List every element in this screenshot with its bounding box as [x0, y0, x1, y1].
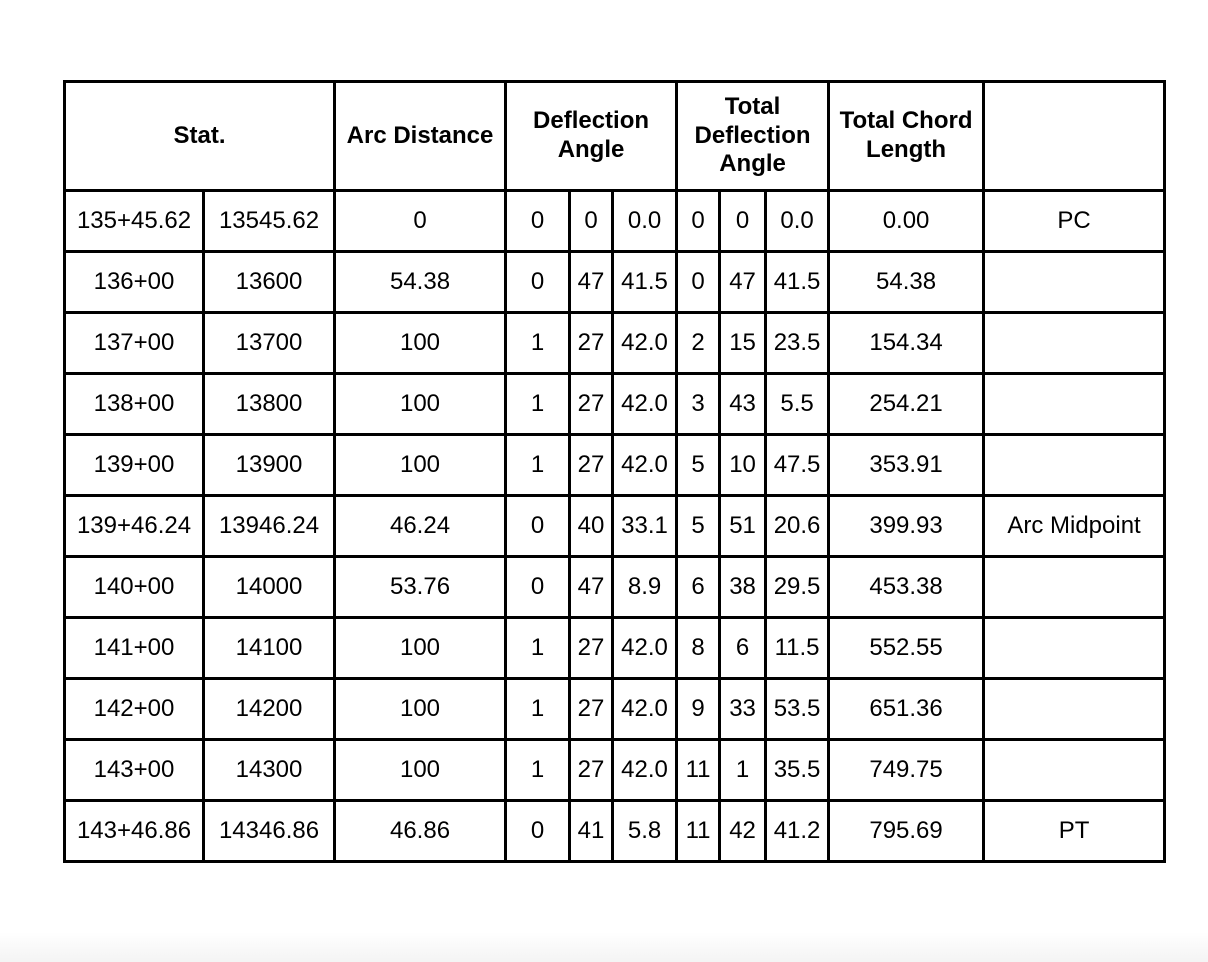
cell-station-feet: 13545.62	[204, 191, 335, 252]
cell-total-deflection-minutes: 15	[720, 313, 766, 374]
cell-station: 143+00	[65, 740, 204, 801]
header-note	[984, 82, 1165, 191]
cell-deflection-minutes: 0	[570, 191, 613, 252]
header-arc-distance: Arc Distance	[335, 82, 506, 191]
cell-total-deflection-seconds: 35.5	[766, 740, 829, 801]
header-deflection-angle: Deflection Angle	[506, 82, 677, 191]
cell-total-deflection-minutes: 51	[720, 496, 766, 557]
cell-total-deflection-degrees: 8	[677, 618, 720, 679]
cell-station: 138+00	[65, 374, 204, 435]
cell-deflection-seconds: 33.1	[613, 496, 677, 557]
cell-total-chord-length: 749.75	[829, 740, 984, 801]
cell-note	[984, 313, 1165, 374]
cell-total-chord-length: 54.38	[829, 252, 984, 313]
cell-station-feet: 14200	[204, 679, 335, 740]
cell-total-deflection-degrees: 0	[677, 191, 720, 252]
cell-station-feet: 13600	[204, 252, 335, 313]
cell-station-feet: 13900	[204, 435, 335, 496]
cell-total-chord-length: 0.00	[829, 191, 984, 252]
table-row	[65, 679, 1165, 740]
cell-note	[984, 374, 1165, 435]
cell-total-deflection-seconds: 29.5	[766, 557, 829, 618]
cell-total-deflection-degrees: 2	[677, 313, 720, 374]
table-row	[65, 191, 1165, 252]
table-body	[65, 191, 1165, 862]
cell-deflection-seconds: 5.8	[613, 801, 677, 862]
cell-total-deflection-seconds: 47.5	[766, 435, 829, 496]
cell-note	[984, 740, 1165, 801]
cell-total-deflection-minutes: 43	[720, 374, 766, 435]
cell-note	[984, 679, 1165, 740]
cell-total-deflection-degrees: 6	[677, 557, 720, 618]
cell-total-deflection-minutes: 10	[720, 435, 766, 496]
cell-total-deflection-degrees: 3	[677, 374, 720, 435]
cell-deflection-degrees: 1	[506, 374, 570, 435]
curve-table	[63, 80, 1166, 863]
cell-total-deflection-seconds: 41.2	[766, 801, 829, 862]
cell-total-deflection-seconds: 5.5	[766, 374, 829, 435]
cell-total-chord-length: 795.69	[829, 801, 984, 862]
table-row	[65, 801, 1165, 862]
table-row	[65, 435, 1165, 496]
cell-total-deflection-minutes: 38	[720, 557, 766, 618]
cell-station: 137+00	[65, 313, 204, 374]
cell-station-feet: 13700	[204, 313, 335, 374]
cell-total-deflection-degrees: 5	[677, 496, 720, 557]
cell-deflection-degrees: 1	[506, 313, 570, 374]
cell-total-chord-length: 254.21	[829, 374, 984, 435]
cell-note: Arc Midpoint	[984, 496, 1165, 557]
cell-arc-distance: 100	[335, 618, 506, 679]
cell-total-deflection-seconds: 20.6	[766, 496, 829, 557]
cell-total-deflection-minutes: 33	[720, 679, 766, 740]
cell-deflection-degrees: 1	[506, 618, 570, 679]
cell-arc-distance: 100	[335, 374, 506, 435]
cell-arc-distance: 46.24	[335, 496, 506, 557]
cell-deflection-minutes: 47	[570, 252, 613, 313]
cell-note	[984, 252, 1165, 313]
cell-deflection-minutes: 27	[570, 313, 613, 374]
cell-total-deflection-seconds: 11.5	[766, 618, 829, 679]
header-total-chord-length: Total Chord Length	[829, 82, 984, 191]
cell-total-deflection-minutes: 47	[720, 252, 766, 313]
cell-note	[984, 618, 1165, 679]
cell-station: 136+00	[65, 252, 204, 313]
cell-total-deflection-minutes: 42	[720, 801, 766, 862]
cell-station-feet: 13800	[204, 374, 335, 435]
cell-deflection-minutes: 27	[570, 618, 613, 679]
cell-total-deflection-degrees: 5	[677, 435, 720, 496]
cell-deflection-seconds: 42.0	[613, 313, 677, 374]
table-row	[65, 618, 1165, 679]
cell-arc-distance: 100	[335, 313, 506, 374]
cell-deflection-minutes: 27	[570, 374, 613, 435]
cell-station: 135+45.62	[65, 191, 204, 252]
cell-deflection-seconds: 42.0	[613, 435, 677, 496]
cell-total-deflection-seconds: 0.0	[766, 191, 829, 252]
cell-total-chord-length: 453.38	[829, 557, 984, 618]
cell-total-deflection-degrees: 9	[677, 679, 720, 740]
cell-station: 141+00	[65, 618, 204, 679]
cell-total-deflection-seconds: 53.5	[766, 679, 829, 740]
cell-station: 139+00	[65, 435, 204, 496]
cell-deflection-minutes: 47	[570, 557, 613, 618]
cell-total-deflection-seconds: 23.5	[766, 313, 829, 374]
cell-deflection-degrees: 0	[506, 252, 570, 313]
cell-note	[984, 435, 1165, 496]
cell-total-deflection-seconds: 41.5	[766, 252, 829, 313]
cell-arc-distance: 53.76	[335, 557, 506, 618]
cell-deflection-minutes: 27	[570, 435, 613, 496]
cell-deflection-seconds: 42.0	[613, 618, 677, 679]
cell-station: 142+00	[65, 679, 204, 740]
table-row	[65, 496, 1165, 557]
header-row	[65, 82, 1165, 191]
cell-total-deflection-degrees: 11	[677, 801, 720, 862]
page-bottom-shade	[0, 932, 1208, 962]
cell-station-feet: 14346.86	[204, 801, 335, 862]
cell-total-deflection-minutes: 1	[720, 740, 766, 801]
cell-total-chord-length: 399.93	[829, 496, 984, 557]
cell-arc-distance: 54.38	[335, 252, 506, 313]
cell-deflection-degrees: 0	[506, 191, 570, 252]
cell-deflection-minutes: 27	[570, 679, 613, 740]
cell-note	[984, 557, 1165, 618]
cell-deflection-degrees: 0	[506, 801, 570, 862]
cell-arc-distance: 100	[335, 740, 506, 801]
cell-deflection-seconds: 42.0	[613, 374, 677, 435]
cell-deflection-degrees: 0	[506, 496, 570, 557]
cell-station-feet: 13946.24	[204, 496, 335, 557]
cell-arc-distance: 0	[335, 191, 506, 252]
header-station: Stat.	[65, 82, 335, 191]
cell-deflection-seconds: 42.0	[613, 679, 677, 740]
cell-deflection-degrees: 0	[506, 557, 570, 618]
cell-deflection-minutes: 41	[570, 801, 613, 862]
cell-total-deflection-minutes: 0	[720, 191, 766, 252]
cell-arc-distance: 100	[335, 435, 506, 496]
cell-total-deflection-degrees: 11	[677, 740, 720, 801]
cell-total-chord-length: 552.55	[829, 618, 984, 679]
cell-total-deflection-minutes: 6	[720, 618, 766, 679]
table-row	[65, 374, 1165, 435]
table-row	[65, 557, 1165, 618]
cell-deflection-degrees: 1	[506, 740, 570, 801]
table-row	[65, 740, 1165, 801]
cell-total-chord-length: 154.34	[829, 313, 984, 374]
cell-station-feet: 14000	[204, 557, 335, 618]
cell-arc-distance: 46.86	[335, 801, 506, 862]
cell-deflection-degrees: 1	[506, 679, 570, 740]
cell-deflection-seconds: 41.5	[613, 252, 677, 313]
cell-deflection-degrees: 1	[506, 435, 570, 496]
cell-deflection-minutes: 27	[570, 740, 613, 801]
cell-note: PT	[984, 801, 1165, 862]
cell-station-feet: 14100	[204, 618, 335, 679]
cell-station: 143+46.86	[65, 801, 204, 862]
cell-total-chord-length: 353.91	[829, 435, 984, 496]
table-row	[65, 252, 1165, 313]
cell-station: 140+00	[65, 557, 204, 618]
cell-note: PC	[984, 191, 1165, 252]
cell-total-deflection-degrees: 0	[677, 252, 720, 313]
cell-deflection-seconds: 0.0	[613, 191, 677, 252]
cell-deflection-seconds: 8.9	[613, 557, 677, 618]
cell-total-chord-length: 651.36	[829, 679, 984, 740]
cell-deflection-minutes: 40	[570, 496, 613, 557]
cell-deflection-seconds: 42.0	[613, 740, 677, 801]
table-row	[65, 313, 1165, 374]
cell-station: 139+46.24	[65, 496, 204, 557]
cell-arc-distance: 100	[335, 679, 506, 740]
header-total-deflection-angle: Total Deflection Angle	[677, 82, 829, 191]
cell-station-feet: 14300	[204, 740, 335, 801]
